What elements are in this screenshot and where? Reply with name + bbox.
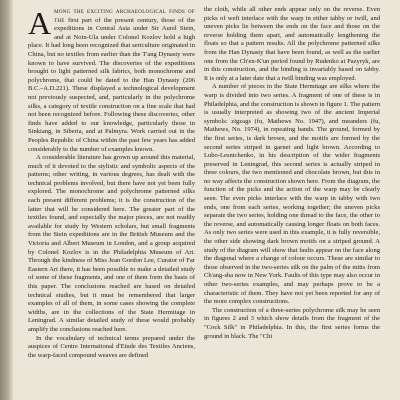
- drop-cap: A: [28, 5, 52, 41]
- paragraph-text: first part of the present century, those of the expeditions in Central Asia under Sir Aurel Stein, and at Noin-Ula under Colonel Kozlov hold a high place. It had long been recognized that sericulture originated in China, but no textiles from earlier than the T'ang Dynasty were known to have survived. The discoveries of the expeditions brought to light patterned silk fabrics, both monochrome and polychrome, that could be dated to the Han Dynasty (206 B.C.–A.D.221). These displayed a technological development not previously suspected, and, particularly in the polychrome silks, a category of textile construction on a fine scale that had not been recognized before. Following these discoveries, other finds have added to our knowledge, particularly those in Sinkiang, in Siberia, and at Palmyra. Work carried out in the Peoples Republic of China within the past few years has added considerably to the number of examples known.: [28, 16, 195, 153]
- right-text-column: [204, 6, 380, 341]
- opening-words: mong the exciting archaeological finds of the: [54, 8, 195, 24]
- paragraph-text: A number of pieces in the State Hermitage are silks where the warp is divided into two series. A fragment of one of these is in Philadelphia, and the construction is shown in figure 1. The pattern is usually interpreted as showing two of the ancient Imperial symbols: zigzags (fu, Mathews No. 1947), and meanders (fu, Mathews, No. 1974), in repeating bands. The ground, formed by the first series, is dark brown, and the motifs are formed by the second series striped in garnet and light brown. According to Lubo-Lesnichenko, in his description of the wider fragments preserved in Leningrad, this second series is actually striped in three colours, the two mentioned and chocolate brown, but this in no way affects the construction shown here. From the diagram, the function of the picks and the action of the warp may be clearly seen. The even picks interlace with the warp in tabby with two ends, one from each series, working together; the uneven picks separate the two series, holding one thread to the face, the other to the reverse, and automatically causing longer floats on both faces. As only two series were used in this example, it is fully reversible, the other side showing dark brown motifs on a striped ground. A study of the diagram will show that faults appear on the face along the diagonal where a change of colour occurs. These are similar to those observed in the two-series silk on the palm of the mitts from Ch'ang-sha now in New York. Faults of this type may also occur in other two-series examples, and may perhaps prove to be a characteristic of them. They have not yet been reported for any of the more complex constructions.: [204, 83, 380, 306]
- paragraph-text: the cloth, while all other ends appear only on the reverse. Even picks of weft interlace with the warp in either tabby or twill, and uneven picks lie between the ends on the face and those on the reverse holding them apart, and automatically lengthening the floats so that a pattern results. All the polychrome patterned silks from the Han Dynasty that have been found, as well as the earlier one from the Ch'en-K'un period found by Rudenko at Pazyryk, are in this construction, and the binding is invariably based on tabby. It is only at a later date that a twill binding was employed.: [204, 6, 380, 82]
- page-gutter-shadow: [0, 0, 14, 400]
- paragraph-text: In the vocabulary of technical terms prepared under the auspices of Centre International d'Etude des Textiles Anciens, the warp-faced compound weaves are defined: [28, 334, 195, 359]
- left-text-column: [28, 5, 195, 360]
- paragraph-text: The construction of a three-series polychrome silk may be seen in figures 2 and 3 which show details from the fragment of the "Cock Silk" in Philadelphia. In this, the first series forms the ground in black. The "Chi: [204, 306, 380, 340]
- opening-paragraph: [28, 5, 195, 154]
- paragraph-text: A considerable literature has grown up around this material, much of it devoted to the stylistic and symbolic aspects of the patterns; other writing, in various degrees, has dealt with the technical problems involved, but there have not yet been fully explored. The monochrome and polychrome patterned silks each present different problems; it is the construction of the latter that will be considered here. The greater part of the textiles found, and especially the major pieces, are not readily available for study by Western scholars, but small fragments from the Stein expeditions are in the British Museum and the Victoria and Albert Museum in London, and a group acquired by Colonel Kozlov is in the Philadelphia Museum of Art. Through the kindness of Miss Jean Gordon Lee, Curator of Far Eastern Art there, it has been possible to make a detailed study of some of these fragments, and one of them form the basis of this paper. The conclusions reached are based on detailed technical studies, but it must be remembered that larger examples of all of them, in some cases showing the complete widths, are in the collections of the State Hermitage in Leningrad. A similar detailed study of these would probably amplify the conclusions reached here.: [28, 154, 195, 333]
